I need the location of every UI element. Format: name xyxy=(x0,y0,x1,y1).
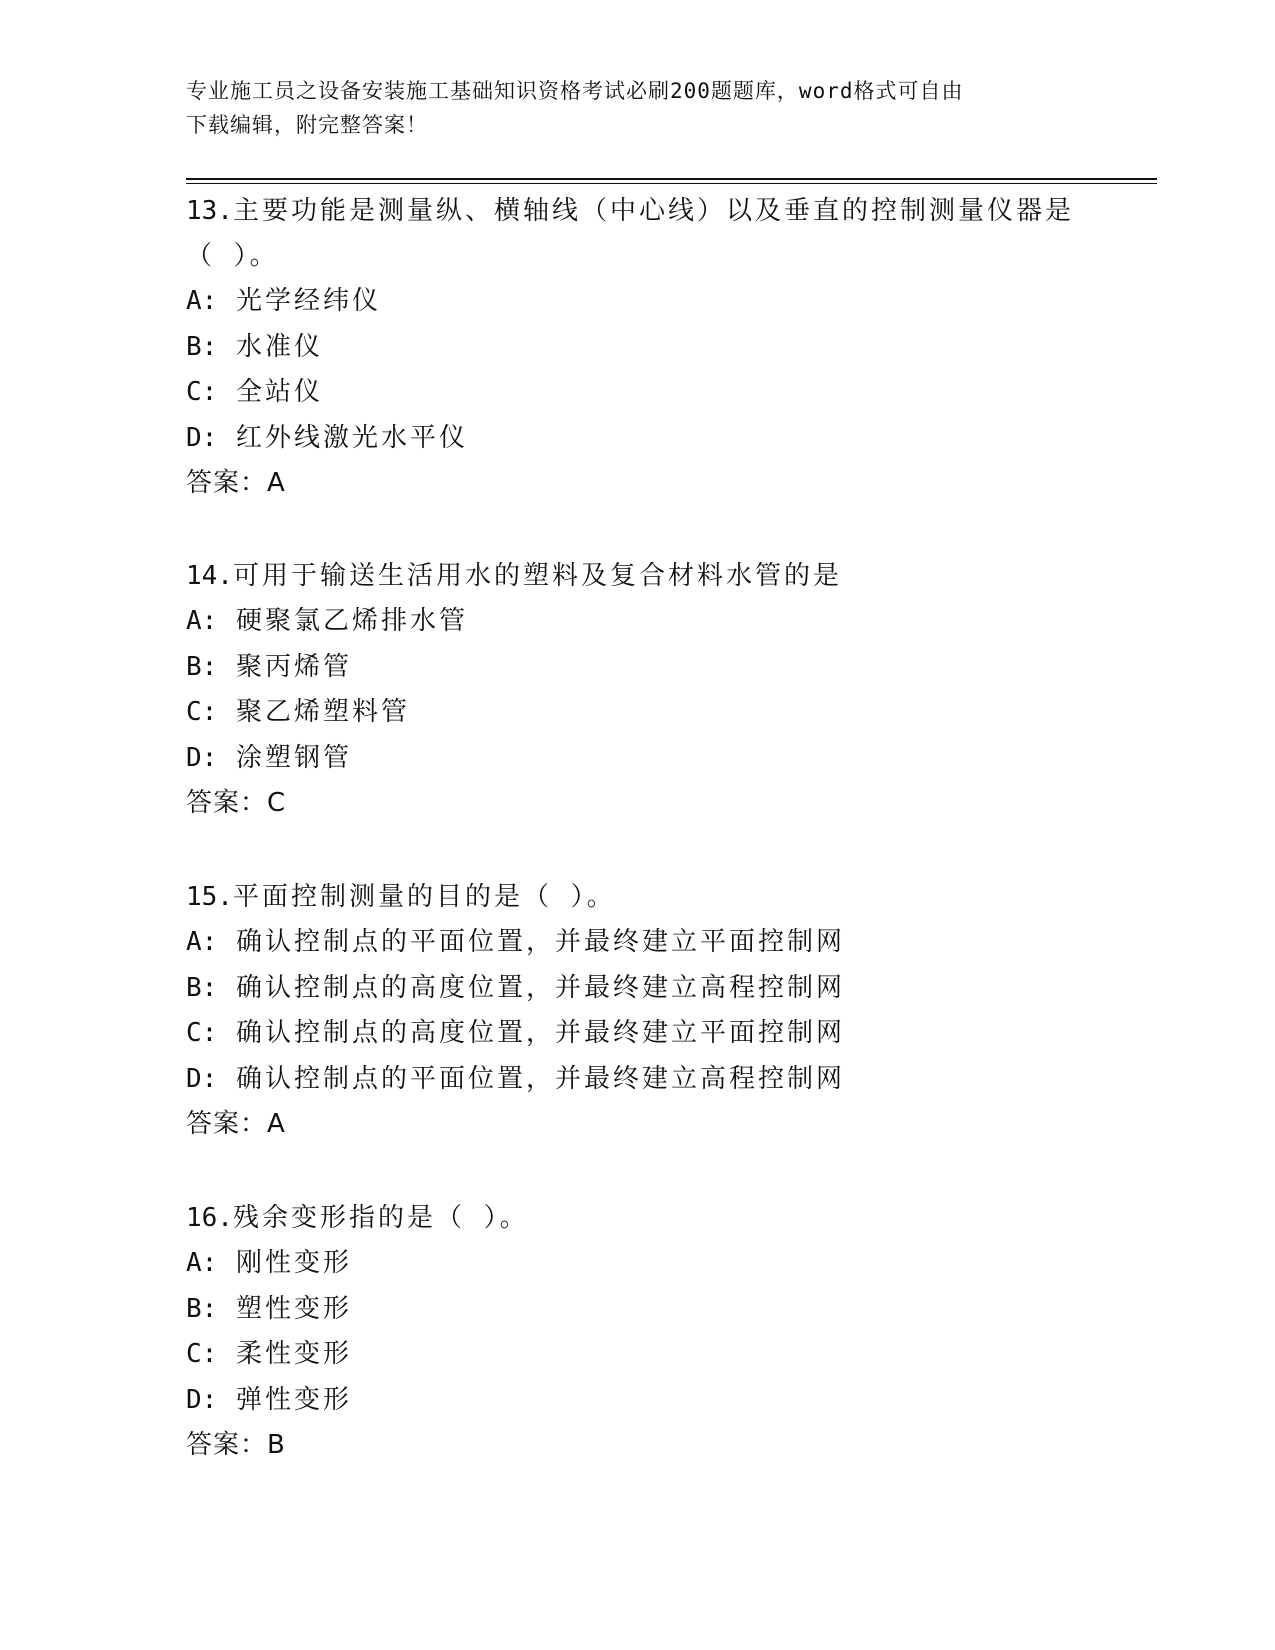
option-d xyxy=(186,416,1086,462)
option-d xyxy=(186,1057,1086,1103)
option-key: C: xyxy=(186,1018,218,1048)
header-divider-thick xyxy=(186,178,1157,180)
option-text: 确认控制点的平面位置，并最终建立高程控制网 xyxy=(235,1063,845,1094)
option-key: D: xyxy=(186,1063,218,1094)
option-key: B: xyxy=(186,651,218,682)
document-header xyxy=(186,74,1086,142)
question-16 xyxy=(186,1196,1086,1469)
option-b xyxy=(186,325,1086,371)
option-text: 确认控制点的高度位置，并最终建立高程控制网 xyxy=(235,972,845,1003)
option-d xyxy=(186,1378,1086,1424)
option-a xyxy=(186,599,1086,645)
question-13 xyxy=(186,189,1086,507)
option-key: A: xyxy=(186,606,218,636)
option-a xyxy=(186,920,1086,966)
option-a xyxy=(186,1241,1086,1287)
option-key: D: xyxy=(186,422,218,453)
option-key: B: xyxy=(186,331,218,362)
option-c xyxy=(186,1332,1086,1378)
option-b xyxy=(186,645,1086,691)
option-c xyxy=(186,1011,1086,1057)
option-text: 聚丙烯管 xyxy=(235,651,352,682)
header-divider-thin xyxy=(186,183,1157,184)
option-b xyxy=(186,1287,1086,1333)
option-d xyxy=(186,736,1086,782)
question-14 xyxy=(186,554,1086,827)
question-stem xyxy=(186,189,1086,279)
option-key: A: xyxy=(186,927,218,957)
option-key: B: xyxy=(186,972,218,1003)
option-key: B: xyxy=(186,1293,218,1324)
answer-line: 答案：A xyxy=(186,1109,286,1139)
option-c xyxy=(186,370,1086,416)
question-number: 13. xyxy=(186,196,233,226)
option-text: 聚乙烯塑料管 xyxy=(235,697,410,727)
option-text: 刚性变形 xyxy=(235,1248,352,1278)
option-text: 全站仪 xyxy=(235,377,323,407)
question-text: 主要功能是测量纵、横轴线（中心线）以及垂直的控制测量仪器是（ ）。 xyxy=(186,196,1074,271)
option-key: A: xyxy=(186,286,218,316)
option-key: D: xyxy=(186,1384,218,1415)
option-text: 红外线激光水平仪 xyxy=(235,422,468,453)
question-stem xyxy=(186,875,1086,920)
option-text: 水准仪 xyxy=(235,331,323,362)
option-text: 确认控制点的平面位置，并最终建立平面控制网 xyxy=(235,927,845,957)
option-a xyxy=(186,279,1086,325)
question-15 xyxy=(186,875,1086,1148)
question-text: 残余变形指的是（ ）。 xyxy=(232,1203,529,1233)
option-key: C: xyxy=(186,377,218,407)
option-text: 塑性变形 xyxy=(235,1293,352,1324)
option-c xyxy=(186,690,1086,736)
option-key: A: xyxy=(186,1248,218,1278)
question-number: 15. xyxy=(186,882,233,912)
option-text: 确认控制点的高度位置，并最终建立平面控制网 xyxy=(235,1018,845,1048)
answer-line: 答案：C xyxy=(186,788,287,818)
header-line-1: 专业施工员之设备安装施工基础知识资格考试必刷200题题库，word格式可自由 xyxy=(186,79,964,103)
option-b xyxy=(186,966,1086,1012)
header-line-2: 下载编辑，附完整答案！ xyxy=(186,113,428,137)
answer-line: 答案：A xyxy=(186,468,286,498)
option-key: D: xyxy=(186,742,218,773)
question-text: 平面控制测量的目的是（ ）。 xyxy=(232,882,616,912)
question-stem xyxy=(186,554,1086,599)
option-key: C: xyxy=(186,1339,218,1369)
question-stem xyxy=(186,1196,1086,1241)
answer-line: 答案：B xyxy=(186,1430,286,1460)
question-text: 可用于输送生活用水的塑料及复合材料水管的是 xyxy=(232,561,842,591)
option-text: 弹性变形 xyxy=(235,1384,352,1415)
option-key: C: xyxy=(186,697,218,727)
option-text: 硬聚氯乙烯排水管 xyxy=(235,606,468,636)
question-number: 14. xyxy=(186,561,233,591)
option-text: 涂塑钢管 xyxy=(235,742,352,773)
question-number: 16. xyxy=(186,1203,233,1233)
option-text: 光学经纬仪 xyxy=(235,286,381,316)
option-text: 柔性变形 xyxy=(235,1339,352,1369)
